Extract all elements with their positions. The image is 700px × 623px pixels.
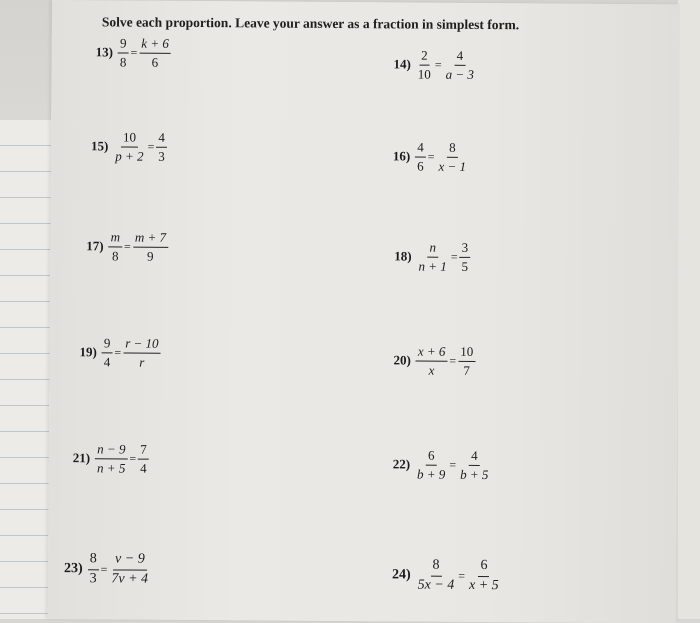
numerator: 8 <box>447 141 458 158</box>
denominator: 10 <box>417 66 431 82</box>
equals-sign: = <box>114 345 122 360</box>
denominator: 4 <box>103 354 111 370</box>
problem-number: 13) <box>95 44 114 60</box>
problem-number: 22) <box>392 456 411 472</box>
right-fraction <box>460 241 471 273</box>
equals-sign: = <box>449 457 457 472</box>
problem-number: 23) <box>63 561 83 577</box>
numerator: 4 <box>455 49 466 66</box>
right-fraction <box>444 49 477 82</box>
numerator: 4 <box>156 131 167 148</box>
numerator: 3 <box>460 241 471 258</box>
problem-14 <box>393 48 477 81</box>
equals-sign: = <box>427 149 435 164</box>
equals-sign: = <box>434 57 442 72</box>
left-fraction <box>416 49 433 81</box>
right-fraction <box>156 131 167 163</box>
denominator: 8 <box>119 54 127 70</box>
problem-23 <box>64 552 151 587</box>
problem-number: 19) <box>79 344 97 360</box>
equals-sign: = <box>123 239 131 254</box>
left-fraction <box>109 230 123 262</box>
numerator: k + 6 <box>139 37 171 54</box>
left-fraction <box>415 141 426 173</box>
problem-17 <box>86 230 169 263</box>
instructions-heading: Solve each proportion. Leave your answer as a fraction in simplest form. <box>101 14 520 33</box>
problem-20 <box>393 344 476 377</box>
equals-sign: = <box>147 139 155 154</box>
numerator: 4 <box>469 449 480 466</box>
left-fraction <box>88 552 99 586</box>
left-fraction <box>415 449 448 482</box>
equals-sign: = <box>129 451 137 466</box>
equals-sign: = <box>458 568 466 583</box>
problem-18 <box>394 240 471 273</box>
problem-21 <box>73 442 150 475</box>
right-fraction <box>123 337 161 370</box>
problem-22 <box>393 448 492 481</box>
left-fraction <box>118 36 129 68</box>
denominator: 6 <box>417 158 424 174</box>
numerator: 7 <box>138 443 149 460</box>
numerator: 6 <box>478 559 489 577</box>
equals-sign: = <box>100 562 108 577</box>
numerator: 9 <box>102 336 113 353</box>
denominator: 8 <box>111 248 119 264</box>
right-fraction <box>109 552 150 587</box>
equals-sign: = <box>449 353 457 368</box>
right-fraction <box>133 231 168 264</box>
numerator: 8 <box>430 559 441 577</box>
numerator: n <box>427 241 438 258</box>
denominator: n + 1 <box>418 258 447 274</box>
problem-19 <box>79 336 161 369</box>
denominator: r <box>139 354 145 370</box>
numerator: m + 7 <box>133 231 168 248</box>
right-fraction <box>139 37 171 70</box>
numerator: 9 <box>118 36 129 53</box>
numerator: 2 <box>419 49 430 66</box>
denominator: 7v + 4 <box>111 571 149 587</box>
left-fraction <box>95 442 128 475</box>
right-fraction <box>458 345 475 377</box>
denominator: x − 1 <box>438 158 467 174</box>
denominator: p + 2 <box>115 148 144 164</box>
problem-13 <box>96 36 172 69</box>
denominator: 5 <box>461 258 469 274</box>
denominator: n + 5 <box>97 459 126 476</box>
denominator: b + 9 <box>416 466 446 482</box>
equals-sign: = <box>130 45 138 60</box>
problem-number: 24) <box>391 567 411 583</box>
numerator: v − 9 <box>113 552 147 570</box>
left-fraction <box>416 241 449 274</box>
problem-number: 15) <box>90 138 109 154</box>
right-fraction <box>467 559 501 594</box>
problem-number: 21) <box>72 450 91 466</box>
denominator: x <box>428 362 435 378</box>
problem-16 <box>393 140 469 173</box>
numerator: 10 <box>458 345 475 362</box>
denominator: a − 3 <box>445 66 474 82</box>
numerator: 6 <box>426 449 437 466</box>
problem-number: 16) <box>392 148 411 164</box>
denominator: 4 <box>140 460 147 476</box>
denominator: 9 <box>147 248 154 264</box>
numerator: n − 9 <box>95 442 127 459</box>
problem-number: 17) <box>86 238 104 254</box>
numerator: x + 6 <box>416 345 448 362</box>
equals-sign: = <box>450 249 458 264</box>
left-fraction <box>113 130 146 163</box>
right-fraction <box>138 443 149 475</box>
denominator: 6 <box>151 54 159 70</box>
numerator: r − 10 <box>123 337 160 354</box>
right-fraction <box>436 141 468 174</box>
paper-edge-right <box>678 0 700 619</box>
denominator: 3 <box>158 148 165 164</box>
denominator: 5x − 4 <box>417 577 455 593</box>
right-fraction <box>458 449 491 482</box>
problem-15 <box>91 130 168 163</box>
denominator: 3 <box>89 570 97 587</box>
worksheet-page <box>48 0 680 623</box>
problem-number: 18) <box>394 248 412 264</box>
numerator: 4 <box>415 141 426 158</box>
numerator: m <box>109 230 123 247</box>
left-fraction <box>416 559 457 594</box>
problem-24 <box>392 558 502 593</box>
problem-number: 20) <box>393 352 411 368</box>
problem-number: 14) <box>393 56 411 72</box>
numerator: 8 <box>88 552 99 570</box>
denominator: x + 5 <box>468 577 499 593</box>
denominator: b + 5 <box>460 466 489 482</box>
left-fraction <box>102 336 113 368</box>
numerator: 10 <box>121 130 138 147</box>
left-fraction <box>416 345 448 378</box>
denominator: 7 <box>463 362 470 378</box>
